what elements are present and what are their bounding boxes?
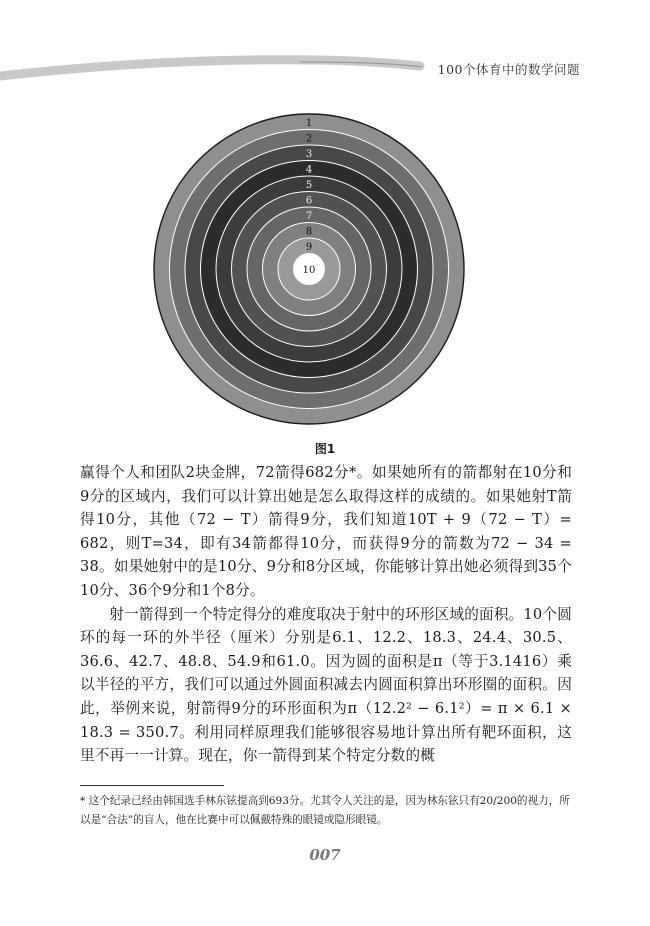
page-number: 007 bbox=[309, 846, 341, 864]
paragraph-2: 射一箭得到一个特定得分的难度取决于射中的环形区域的面积。10个圆环的每一环的外半径（厘米）分别是6.1、12.2、18.3、24.4、30.5、36.6、42.7、48.8、54.9和61.0。因为圆的面积是π（等于3.1416）乘以半径的平方，我们可以通过外圆面积减去内圆面积算出环形圈的面积。因此，举例来说，射箭得9分的环形面积为π（12.2² − 6.1²）= π × 6.1 × 18.3 = 350.7。利用同样原理我们能够很容易地计算出所有靶环面积，这里不再一一计算。现在，你一箭得到某个特定分数的概 bbox=[80, 605, 572, 765]
ring-label-1: 1 bbox=[305, 117, 313, 129]
footnote: * 这个纪录已经由韩国选手林东铉提高到693分。尤其令人关注的是，因为林东铉只有20/200的视力，所以是“合法”的盲人，他在比赛中可以佩戴特殊的眼镜或隐形眼镜。 bbox=[80, 795, 570, 826]
ring-label-2: 2 bbox=[305, 133, 313, 145]
ring-label-7: 7 bbox=[305, 210, 313, 222]
archery-target-figure bbox=[152, 112, 466, 426]
ring-label-3: 3 bbox=[305, 148, 313, 160]
ring-label-6: 6 bbox=[305, 195, 313, 207]
paragraph-1: 赢得个人和团队2块金牌，72箭得682分*。如果她所有的箭都射在10分和9分的区域内，我们可以计算出她是怎么取得这样的成绩的。如果她射T箭得10分，其他（72 − T）箭得9分，我们知道10T + 9（72 − T）= 682，则T=34，即有34箭都得10分，而获得9分的箭数为72 − 34 = 38。如果她射中的是10分、9分和8分区域，你能够计算出她必须得到35个10分、36个9分和1个8分。 bbox=[80, 464, 572, 599]
running-header: 100个体育中的数学问题 bbox=[437, 62, 580, 77]
footnote-divider bbox=[80, 785, 224, 786]
body-text bbox=[80, 461, 572, 768]
figure-caption: 图1 bbox=[314, 442, 336, 456]
ring-label-10: 10 bbox=[302, 265, 316, 276]
ring-label-9: 9 bbox=[305, 241, 313, 253]
ring-label-8: 8 bbox=[305, 226, 313, 238]
ring-label-4: 4 bbox=[305, 164, 313, 176]
ring-label-5: 5 bbox=[305, 179, 313, 191]
